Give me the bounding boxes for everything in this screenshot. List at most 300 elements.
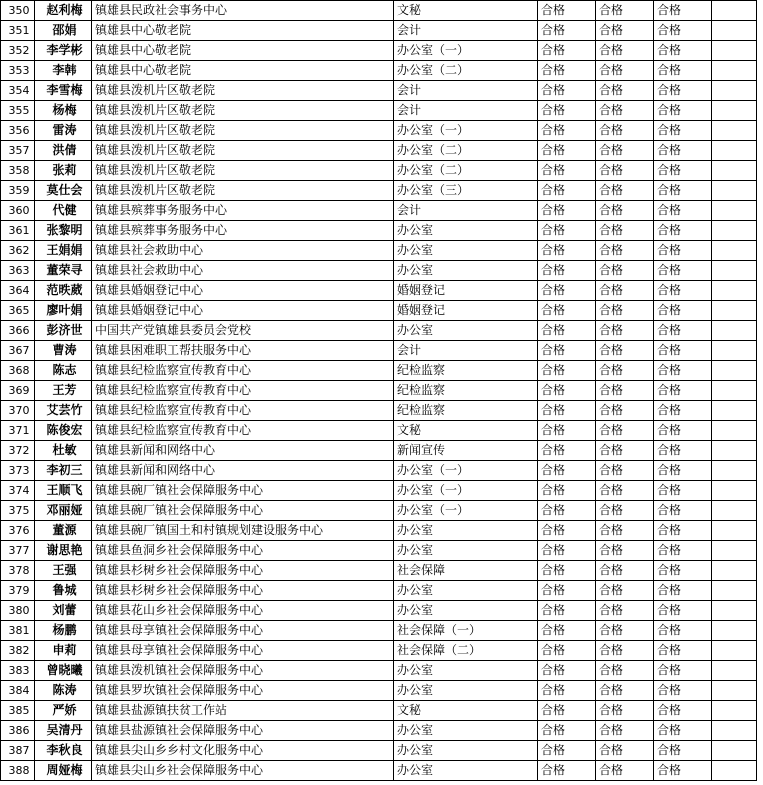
result-2-cell[interactable]: 合格	[596, 381, 654, 401]
result-3-cell[interactable]: 合格	[654, 361, 712, 381]
result-1-cell[interactable]: 合格	[538, 21, 596, 41]
result-1-cell[interactable]: 合格	[538, 381, 596, 401]
row-number-cell[interactable]: 385	[1, 701, 35, 721]
result-2-cell[interactable]: 合格	[596, 481, 654, 501]
empty-cell[interactable]	[712, 661, 757, 681]
empty-cell[interactable]	[712, 481, 757, 501]
row-number-cell[interactable]: 388	[1, 761, 35, 781]
name-cell[interactable]: 周娅梅	[35, 761, 92, 781]
result-3-cell[interactable]: 合格	[654, 481, 712, 501]
result-2-cell[interactable]: 合格	[596, 81, 654, 101]
result-1-cell[interactable]: 合格	[538, 261, 596, 281]
row-number-cell[interactable]: 376	[1, 521, 35, 541]
result-2-cell[interactable]: 合格	[596, 401, 654, 421]
unit-cell[interactable]: 镇雄县泼机片区敬老院	[92, 101, 394, 121]
empty-cell[interactable]	[712, 701, 757, 721]
name-cell[interactable]: 雷涛	[35, 121, 92, 141]
name-cell[interactable]: 杜敏	[35, 441, 92, 461]
empty-cell[interactable]	[712, 681, 757, 701]
name-cell[interactable]: 谢思艳	[35, 541, 92, 561]
result-3-cell[interactable]: 合格	[654, 21, 712, 41]
result-2-cell[interactable]: 合格	[596, 261, 654, 281]
post-cell[interactable]: 办公室	[394, 241, 538, 261]
result-3-cell[interactable]: 合格	[654, 521, 712, 541]
row-number-cell[interactable]: 355	[1, 101, 35, 121]
name-cell[interactable]: 王娟娟	[35, 241, 92, 261]
row-number-cell[interactable]: 353	[1, 61, 35, 81]
unit-cell[interactable]: 镇雄县碗厂镇国土和村镇规划建设服务中心	[92, 521, 394, 541]
name-cell[interactable]: 申莉	[35, 641, 92, 661]
empty-cell[interactable]	[712, 261, 757, 281]
row-number-cell[interactable]: 386	[1, 721, 35, 741]
result-2-cell[interactable]: 合格	[596, 441, 654, 461]
post-cell[interactable]: 纪检监察	[394, 401, 538, 421]
unit-cell[interactable]: 镇雄县新闻和网络中心	[92, 441, 394, 461]
post-cell[interactable]: 会计	[394, 21, 538, 41]
result-2-cell[interactable]: 合格	[596, 301, 654, 321]
name-cell[interactable]: 赵利梅	[35, 1, 92, 21]
empty-cell[interactable]	[712, 241, 757, 261]
unit-cell[interactable]: 镇雄县泼机片区敬老院	[92, 121, 394, 141]
post-cell[interactable]: 会计	[394, 341, 538, 361]
post-cell[interactable]: 会计	[394, 101, 538, 121]
result-1-cell[interactable]: 合格	[538, 101, 596, 121]
row-number-cell[interactable]: 364	[1, 281, 35, 301]
post-cell[interactable]: 办公室（一）	[394, 501, 538, 521]
row-number-cell[interactable]: 367	[1, 341, 35, 361]
result-3-cell[interactable]: 合格	[654, 261, 712, 281]
result-2-cell[interactable]: 合格	[596, 421, 654, 441]
post-cell[interactable]: 办公室	[394, 521, 538, 541]
name-cell[interactable]: 廖叶娟	[35, 301, 92, 321]
name-cell[interactable]: 彭济世	[35, 321, 92, 341]
result-1-cell[interactable]: 合格	[538, 561, 596, 581]
result-2-cell[interactable]: 合格	[596, 361, 654, 381]
empty-cell[interactable]	[712, 201, 757, 221]
row-number-cell[interactable]: 368	[1, 361, 35, 381]
row-number-cell[interactable]: 382	[1, 641, 35, 661]
result-3-cell[interactable]: 合格	[654, 341, 712, 361]
row-number-cell[interactable]: 370	[1, 401, 35, 421]
result-1-cell[interactable]: 合格	[538, 461, 596, 481]
result-3-cell[interactable]: 合格	[654, 581, 712, 601]
result-1-cell[interactable]: 合格	[538, 181, 596, 201]
empty-cell[interactable]	[712, 301, 757, 321]
unit-cell[interactable]: 镇雄县尖山乡社会保障服务中心	[92, 761, 394, 781]
result-3-cell[interactable]: 合格	[654, 641, 712, 661]
result-2-cell[interactable]: 合格	[596, 701, 654, 721]
result-2-cell[interactable]: 合格	[596, 681, 654, 701]
result-2-cell[interactable]: 合格	[596, 621, 654, 641]
post-cell[interactable]: 婚姻登记	[394, 281, 538, 301]
unit-cell[interactable]: 镇雄县新闻和网络中心	[92, 461, 394, 481]
empty-cell[interactable]	[712, 341, 757, 361]
result-1-cell[interactable]: 合格	[538, 81, 596, 101]
row-number-cell[interactable]: 358	[1, 161, 35, 181]
post-cell[interactable]: 社会保障（二）	[394, 641, 538, 661]
name-cell[interactable]: 王芳	[35, 381, 92, 401]
empty-cell[interactable]	[712, 21, 757, 41]
result-3-cell[interactable]: 合格	[654, 101, 712, 121]
name-cell[interactable]: 邵娟	[35, 21, 92, 41]
name-cell[interactable]: 洪倩	[35, 141, 92, 161]
unit-cell[interactable]: 镇雄县泼机片区敬老院	[92, 141, 394, 161]
post-cell[interactable]: 纪检监察	[394, 361, 538, 381]
empty-cell[interactable]	[712, 761, 757, 781]
post-cell[interactable]: 办公室	[394, 681, 538, 701]
result-2-cell[interactable]: 合格	[596, 661, 654, 681]
empty-cell[interactable]	[712, 361, 757, 381]
name-cell[interactable]: 曹涛	[35, 341, 92, 361]
result-3-cell[interactable]: 合格	[654, 121, 712, 141]
row-number-cell[interactable]: 377	[1, 541, 35, 561]
unit-cell[interactable]: 中国共产党镇雄县委员会党校	[92, 321, 394, 341]
result-3-cell[interactable]: 合格	[654, 81, 712, 101]
result-2-cell[interactable]: 合格	[596, 241, 654, 261]
row-number-cell[interactable]: 380	[1, 601, 35, 621]
name-cell[interactable]: 吴清丹	[35, 721, 92, 741]
result-3-cell[interactable]: 合格	[654, 701, 712, 721]
row-number-cell[interactable]: 384	[1, 681, 35, 701]
empty-cell[interactable]	[712, 181, 757, 201]
name-cell[interactable]: 董荣寻	[35, 261, 92, 281]
result-1-cell[interactable]: 合格	[538, 41, 596, 61]
post-cell[interactable]: 办公室（二）	[394, 141, 538, 161]
post-cell[interactable]: 文秘	[394, 701, 538, 721]
result-2-cell[interactable]: 合格	[596, 141, 654, 161]
result-3-cell[interactable]: 合格	[654, 221, 712, 241]
result-3-cell[interactable]: 合格	[654, 241, 712, 261]
result-1-cell[interactable]: 合格	[538, 241, 596, 261]
unit-cell[interactable]: 镇雄县碗厂镇社会保障服务中心	[92, 501, 394, 521]
result-2-cell[interactable]: 合格	[596, 541, 654, 561]
unit-cell[interactable]: 镇雄县杉树乡社会保障服务中心	[92, 581, 394, 601]
post-cell[interactable]: 办公室（一）	[394, 121, 538, 141]
result-2-cell[interactable]: 合格	[596, 581, 654, 601]
empty-cell[interactable]	[712, 1, 757, 21]
result-3-cell[interactable]: 合格	[654, 441, 712, 461]
unit-cell[interactable]: 镇雄县母享镇社会保障服务中心	[92, 621, 394, 641]
name-cell[interactable]: 李初三	[35, 461, 92, 481]
result-3-cell[interactable]: 合格	[654, 621, 712, 641]
empty-cell[interactable]	[712, 381, 757, 401]
result-1-cell[interactable]: 合格	[538, 301, 596, 321]
result-3-cell[interactable]: 合格	[654, 741, 712, 761]
post-cell[interactable]: 纪检监察	[394, 381, 538, 401]
post-cell[interactable]: 办公室	[394, 601, 538, 621]
empty-cell[interactable]	[712, 141, 757, 161]
post-cell[interactable]: 办公室	[394, 321, 538, 341]
unit-cell[interactable]: 镇雄县泼机片区敬老院	[92, 181, 394, 201]
unit-cell[interactable]: 镇雄县盐源镇社会保障服务中心	[92, 721, 394, 741]
row-number-cell[interactable]: 352	[1, 41, 35, 61]
post-cell[interactable]: 办公室	[394, 221, 538, 241]
name-cell[interactable]: 范昳葳	[35, 281, 92, 301]
result-1-cell[interactable]: 合格	[538, 501, 596, 521]
post-cell[interactable]: 办公室（二）	[394, 61, 538, 81]
name-cell[interactable]: 王强	[35, 561, 92, 581]
name-cell[interactable]: 李韩	[35, 61, 92, 81]
unit-cell[interactable]: 镇雄县尖山乡乡村文化服务中心	[92, 741, 394, 761]
empty-cell[interactable]	[712, 721, 757, 741]
empty-cell[interactable]	[712, 501, 757, 521]
post-cell[interactable]: 办公室（二）	[394, 161, 538, 181]
result-3-cell[interactable]: 合格	[654, 321, 712, 341]
result-1-cell[interactable]: 合格	[538, 521, 596, 541]
unit-cell[interactable]: 镇雄县盐源镇扶贫工作站	[92, 701, 394, 721]
name-cell[interactable]: 杨鹏	[35, 621, 92, 641]
result-1-cell[interactable]: 合格	[538, 661, 596, 681]
post-cell[interactable]: 会计	[394, 81, 538, 101]
empty-cell[interactable]	[712, 601, 757, 621]
unit-cell[interactable]: 镇雄县碗厂镇社会保障服务中心	[92, 481, 394, 501]
row-number-cell[interactable]: 372	[1, 441, 35, 461]
result-1-cell[interactable]: 合格	[538, 321, 596, 341]
result-2-cell[interactable]: 合格	[596, 1, 654, 21]
empty-cell[interactable]	[712, 441, 757, 461]
row-number-cell[interactable]: 359	[1, 181, 35, 201]
unit-cell[interactable]: 镇雄县中心敬老院	[92, 61, 394, 81]
result-1-cell[interactable]: 合格	[538, 441, 596, 461]
name-cell[interactable]: 邓丽娅	[35, 501, 92, 521]
result-3-cell[interactable]: 合格	[654, 61, 712, 81]
row-number-cell[interactable]: 387	[1, 741, 35, 761]
unit-cell[interactable]: 镇雄县婚姻登记中心	[92, 281, 394, 301]
empty-cell[interactable]	[712, 641, 757, 661]
result-1-cell[interactable]: 合格	[538, 641, 596, 661]
result-1-cell[interactable]: 合格	[538, 601, 596, 621]
result-3-cell[interactable]: 合格	[654, 561, 712, 581]
row-number-cell[interactable]: 361	[1, 221, 35, 241]
post-cell[interactable]: 会计	[394, 201, 538, 221]
result-2-cell[interactable]: 合格	[596, 41, 654, 61]
post-cell[interactable]: 社会保障	[394, 561, 538, 581]
empty-cell[interactable]	[712, 121, 757, 141]
row-number-cell[interactable]: 378	[1, 561, 35, 581]
unit-cell[interactable]: 镇雄县花山乡社会保障服务中心	[92, 601, 394, 621]
row-number-cell[interactable]: 350	[1, 1, 35, 21]
result-1-cell[interactable]: 合格	[538, 721, 596, 741]
unit-cell[interactable]: 镇雄县罗坎镇社会保障服务中心	[92, 681, 394, 701]
empty-cell[interactable]	[712, 41, 757, 61]
post-cell[interactable]: 新闻宣传	[394, 441, 538, 461]
result-1-cell[interactable]: 合格	[538, 61, 596, 81]
result-3-cell[interactable]: 合格	[654, 41, 712, 61]
name-cell[interactable]: 王顺飞	[35, 481, 92, 501]
row-number-cell[interactable]: 360	[1, 201, 35, 221]
empty-cell[interactable]	[712, 521, 757, 541]
result-3-cell[interactable]: 合格	[654, 181, 712, 201]
row-number-cell[interactable]: 369	[1, 381, 35, 401]
empty-cell[interactable]	[712, 221, 757, 241]
result-3-cell[interactable]: 合格	[654, 541, 712, 561]
result-2-cell[interactable]: 合格	[596, 561, 654, 581]
result-3-cell[interactable]: 合格	[654, 761, 712, 781]
result-2-cell[interactable]: 合格	[596, 201, 654, 221]
unit-cell[interactable]: 镇雄县中心敬老院	[92, 21, 394, 41]
result-3-cell[interactable]: 合格	[654, 281, 712, 301]
result-2-cell[interactable]: 合格	[596, 61, 654, 81]
unit-cell[interactable]: 镇雄县纪检监察宣传教育中心	[92, 361, 394, 381]
result-3-cell[interactable]: 合格	[654, 501, 712, 521]
result-1-cell[interactable]: 合格	[538, 221, 596, 241]
name-cell[interactable]: 张莉	[35, 161, 92, 181]
row-number-cell[interactable]: 362	[1, 241, 35, 261]
empty-cell[interactable]	[712, 161, 757, 181]
post-cell[interactable]: 办公室	[394, 741, 538, 761]
empty-cell[interactable]	[712, 561, 757, 581]
name-cell[interactable]: 陈志	[35, 361, 92, 381]
result-3-cell[interactable]: 合格	[654, 401, 712, 421]
row-number-cell[interactable]: 351	[1, 21, 35, 41]
empty-cell[interactable]	[712, 401, 757, 421]
post-cell[interactable]: 办公室（一）	[394, 481, 538, 501]
row-number-cell[interactable]: 379	[1, 581, 35, 601]
empty-cell[interactable]	[712, 581, 757, 601]
result-3-cell[interactable]: 合格	[654, 601, 712, 621]
empty-cell[interactable]	[712, 281, 757, 301]
post-cell[interactable]: 办公室	[394, 721, 538, 741]
result-3-cell[interactable]: 合格	[654, 161, 712, 181]
post-cell[interactable]: 办公室	[394, 661, 538, 681]
name-cell[interactable]: 莫仕会	[35, 181, 92, 201]
name-cell[interactable]: 陈俊宏	[35, 421, 92, 441]
result-1-cell[interactable]: 合格	[538, 161, 596, 181]
result-1-cell[interactable]: 合格	[538, 141, 596, 161]
empty-cell[interactable]	[712, 461, 757, 481]
result-2-cell[interactable]: 合格	[596, 501, 654, 521]
name-cell[interactable]: 刘蕾	[35, 601, 92, 621]
result-3-cell[interactable]: 合格	[654, 301, 712, 321]
unit-cell[interactable]: 镇雄县纪检监察宣传教育中心	[92, 421, 394, 441]
post-cell[interactable]: 办公室	[394, 581, 538, 601]
row-number-cell[interactable]: 354	[1, 81, 35, 101]
result-3-cell[interactable]: 合格	[654, 141, 712, 161]
unit-cell[interactable]: 镇雄县婚姻登记中心	[92, 301, 394, 321]
name-cell[interactable]: 代健	[35, 201, 92, 221]
result-1-cell[interactable]: 合格	[538, 341, 596, 361]
name-cell[interactable]: 董源	[35, 521, 92, 541]
name-cell[interactable]: 艾芸竹	[35, 401, 92, 421]
result-2-cell[interactable]: 合格	[596, 161, 654, 181]
row-number-cell[interactable]: 363	[1, 261, 35, 281]
post-cell[interactable]: 办公室（三）	[394, 181, 538, 201]
row-number-cell[interactable]: 366	[1, 321, 35, 341]
post-cell[interactable]: 办公室（一）	[394, 41, 538, 61]
name-cell[interactable]: 李秋良	[35, 741, 92, 761]
result-2-cell[interactable]: 合格	[596, 601, 654, 621]
result-2-cell[interactable]: 合格	[596, 101, 654, 121]
unit-cell[interactable]: 镇雄县中心敬老院	[92, 41, 394, 61]
post-cell[interactable]: 文秘	[394, 1, 538, 21]
row-number-cell[interactable]: 365	[1, 301, 35, 321]
result-1-cell[interactable]: 合格	[538, 281, 596, 301]
result-1-cell[interactable]: 合格	[538, 361, 596, 381]
row-number-cell[interactable]: 373	[1, 461, 35, 481]
row-number-cell[interactable]: 375	[1, 501, 35, 521]
post-cell[interactable]: 办公室	[394, 761, 538, 781]
result-3-cell[interactable]: 合格	[654, 661, 712, 681]
unit-cell[interactable]: 镇雄县泼机片区敬老院	[92, 81, 394, 101]
result-1-cell[interactable]: 合格	[538, 621, 596, 641]
unit-cell[interactable]: 镇雄县纪检监察宣传教育中心	[92, 381, 394, 401]
empty-cell[interactable]	[712, 61, 757, 81]
result-2-cell[interactable]: 合格	[596, 641, 654, 661]
empty-cell[interactable]	[712, 81, 757, 101]
empty-cell[interactable]	[712, 541, 757, 561]
result-2-cell[interactable]: 合格	[596, 521, 654, 541]
empty-cell[interactable]	[712, 101, 757, 121]
name-cell[interactable]: 杨梅	[35, 101, 92, 121]
post-cell[interactable]: 婚姻登记	[394, 301, 538, 321]
result-2-cell[interactable]: 合格	[596, 461, 654, 481]
result-2-cell[interactable]: 合格	[596, 341, 654, 361]
result-1-cell[interactable]: 合格	[538, 481, 596, 501]
name-cell[interactable]: 张黎明	[35, 221, 92, 241]
unit-cell[interactable]: 镇雄县母享镇社会保障服务中心	[92, 641, 394, 661]
result-1-cell[interactable]: 合格	[538, 1, 596, 21]
result-1-cell[interactable]: 合格	[538, 741, 596, 761]
row-number-cell[interactable]: 356	[1, 121, 35, 141]
result-1-cell[interactable]: 合格	[538, 401, 596, 421]
unit-cell[interactable]: 镇雄县泼机镇社会保障服务中心	[92, 661, 394, 681]
post-cell[interactable]: 办公室（一）	[394, 461, 538, 481]
result-1-cell[interactable]: 合格	[538, 421, 596, 441]
result-1-cell[interactable]: 合格	[538, 121, 596, 141]
result-2-cell[interactable]: 合格	[596, 721, 654, 741]
result-3-cell[interactable]: 合格	[654, 721, 712, 741]
unit-cell[interactable]: 镇雄县殡葬事务服务中心	[92, 201, 394, 221]
result-2-cell[interactable]: 合格	[596, 741, 654, 761]
result-3-cell[interactable]: 合格	[654, 461, 712, 481]
name-cell[interactable]: 鲁城	[35, 581, 92, 601]
result-3-cell[interactable]: 合格	[654, 421, 712, 441]
unit-cell[interactable]: 镇雄县民政社会事务中心	[92, 1, 394, 21]
unit-cell[interactable]: 镇雄县社会救助中心	[92, 261, 394, 281]
result-2-cell[interactable]: 合格	[596, 21, 654, 41]
result-2-cell[interactable]: 合格	[596, 221, 654, 241]
result-2-cell[interactable]: 合格	[596, 321, 654, 341]
row-number-cell[interactable]: 371	[1, 421, 35, 441]
unit-cell[interactable]: 镇雄县杉树乡社会保障服务中心	[92, 561, 394, 581]
unit-cell[interactable]: 镇雄县鱼洞乡社会保障服务中心	[92, 541, 394, 561]
name-cell[interactable]: 李学彬	[35, 41, 92, 61]
unit-cell[interactable]: 镇雄县殡葬事务服务中心	[92, 221, 394, 241]
post-cell[interactable]: 文秘	[394, 421, 538, 441]
result-2-cell[interactable]: 合格	[596, 281, 654, 301]
row-number-cell[interactable]: 383	[1, 661, 35, 681]
name-cell[interactable]: 曾晓曦	[35, 661, 92, 681]
result-1-cell[interactable]: 合格	[538, 681, 596, 701]
result-3-cell[interactable]: 合格	[654, 201, 712, 221]
result-1-cell[interactable]: 合格	[538, 761, 596, 781]
result-3-cell[interactable]: 合格	[654, 381, 712, 401]
result-1-cell[interactable]: 合格	[538, 581, 596, 601]
result-1-cell[interactable]: 合格	[538, 541, 596, 561]
post-cell[interactable]: 社会保障（一）	[394, 621, 538, 641]
name-cell[interactable]: 陈涛	[35, 681, 92, 701]
result-3-cell[interactable]: 合格	[654, 681, 712, 701]
unit-cell[interactable]: 镇雄县泼机片区敬老院	[92, 161, 394, 181]
result-1-cell[interactable]: 合格	[538, 701, 596, 721]
unit-cell[interactable]: 镇雄县纪检监察宣传教育中心	[92, 401, 394, 421]
empty-cell[interactable]	[712, 421, 757, 441]
row-number-cell[interactable]: 357	[1, 141, 35, 161]
unit-cell[interactable]: 镇雄县社会救助中心	[92, 241, 394, 261]
name-cell[interactable]: 李雪梅	[35, 81, 92, 101]
row-number-cell[interactable]: 381	[1, 621, 35, 641]
empty-cell[interactable]	[712, 741, 757, 761]
